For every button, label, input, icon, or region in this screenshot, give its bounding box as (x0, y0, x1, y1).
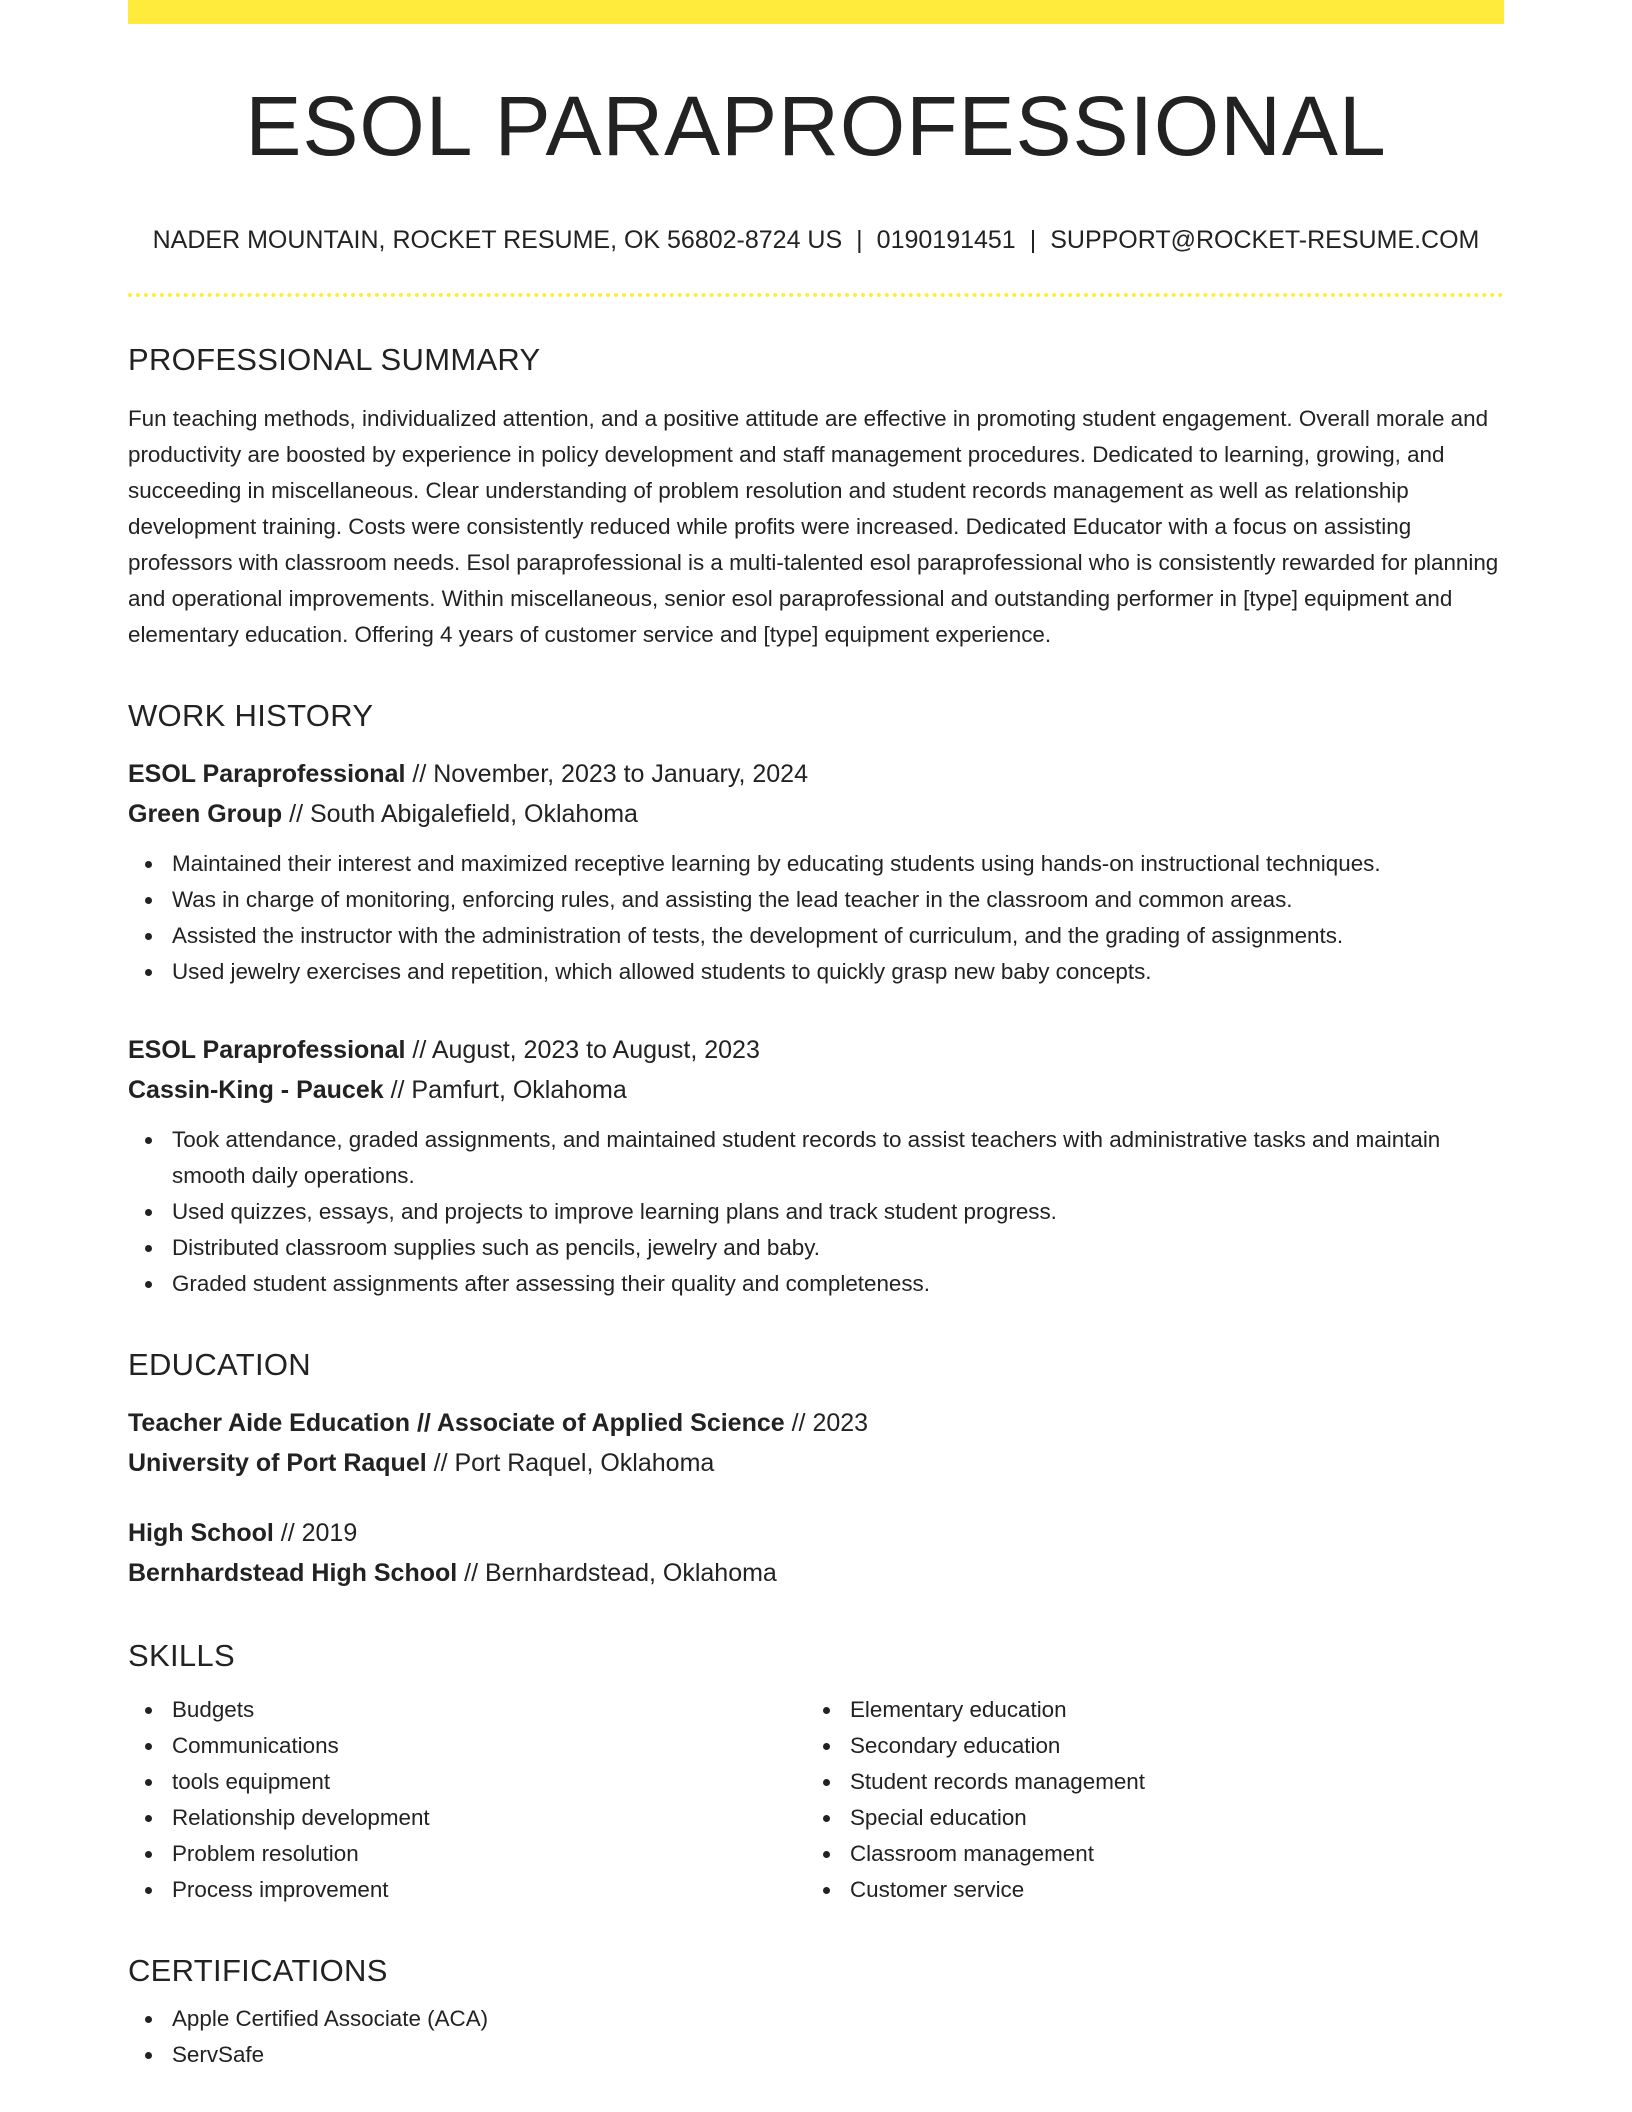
education-location: // Bernhardstead, Oklahoma (457, 1559, 777, 1587)
resume-page (128, 0, 1504, 2073)
job-company-line (128, 794, 1504, 834)
section-title-work-history: WORK HISTORY (128, 698, 374, 733)
job-bullet: Took attendance, graded assignments, and maintained student records to assist teachers with administrative tasks and maintain smooth daily operations. (128, 1122, 1504, 1194)
education-school: University of Port Raquel (128, 1449, 427, 1477)
certification-item: Apple Certified Associate (ACA) (128, 2001, 1504, 2037)
skill-item: Classroom management (806, 1836, 1484, 1872)
section-title-summary: PROFESSIONAL SUMMARY (128, 342, 541, 377)
skill-item: Problem resolution (128, 1836, 806, 1872)
job-entry (128, 754, 1504, 990)
job-bullet: Maintained their interest and maximized receptive learning by educating students using hands-on instructional techniques. (128, 846, 1504, 882)
contact-address: NADER MOUNTAIN, ROCKET RESUME, OK 56802-8724 US (152, 226, 843, 254)
education-year: // 2023 (784, 1409, 869, 1437)
skill-item: Process improvement (128, 1872, 806, 1908)
header-divider (128, 293, 1504, 297)
accent-top-bar (128, 0, 1504, 24)
certification-item: ServSafe (128, 2037, 1504, 2073)
education-degree: Teacher Aide Education // Associate of Applied Science (128, 1409, 785, 1437)
skill-item: Special education (806, 1800, 1484, 1836)
job-role: ESOL Paraprofessional (128, 1036, 406, 1064)
certifications-list (128, 2001, 1504, 2073)
job-role-line (128, 754, 1504, 794)
section-title-certifications: CERTIFICATIONS (128, 1953, 388, 1988)
education-school-line (128, 1443, 1504, 1483)
skill-item: Customer service (806, 1872, 1484, 1908)
job-bullet: Used jewelry exercises and repetition, which allowed students to quickly grasp new baby concepts. (128, 954, 1504, 990)
education-entry (128, 1513, 1504, 1593)
skill-item: Secondary education (806, 1728, 1484, 1764)
job-bullets (128, 846, 1504, 990)
education-school-line (128, 1553, 1504, 1593)
job-bullet: Graded student assignments after assessing their quality and completeness. (128, 1266, 1504, 1302)
job-dates: // August, 2023 to August, 2023 (405, 1036, 760, 1064)
education-degree: High School (128, 1519, 274, 1547)
skill-item: Communications (128, 1728, 806, 1764)
job-location: // Pamfurt, Oklahoma (383, 1076, 627, 1104)
job-entry (128, 1030, 1504, 1302)
job-role-line (128, 1030, 1504, 1070)
job-bullet: Assisted the instructor with the administration of tests, the development of curriculum, and the grading of assignments. (128, 918, 1504, 954)
resume-title: ESOL PARAPROFESSIONAL (245, 79, 1387, 173)
education-year: // 2019 (273, 1519, 358, 1547)
job-bullet: Distributed classroom supplies such as pencils, jewelry and baby. (128, 1230, 1504, 1266)
job-location: // South Abigalefield, Oklahoma (282, 800, 638, 828)
contact-phone: 0190191451 (876, 226, 1016, 254)
job-role: ESOL Paraprofessional (128, 760, 406, 788)
skills-column-left (128, 1692, 806, 1908)
job-dates: // November, 2023 to January, 2024 (405, 760, 808, 788)
contact-separator: | (856, 226, 863, 254)
education-degree-line (128, 1403, 1504, 1443)
job-company: Green Group (128, 800, 283, 828)
section-title-skills: SKILLS (128, 1638, 235, 1673)
education-degree-line (128, 1513, 1504, 1553)
section-title-education: EDUCATION (128, 1347, 311, 1382)
skills-column-right (806, 1692, 1484, 1908)
skill-item: Relationship development (128, 1800, 806, 1836)
contact-line (128, 226, 1504, 255)
skill-item: tools equipment (128, 1764, 806, 1800)
skill-item: Budgets (128, 1692, 806, 1728)
skill-item: Student records management (806, 1764, 1484, 1800)
education-school: Bernhardstead High School (128, 1559, 458, 1587)
contact-email: SUPPORT@ROCKET-RESUME.COM (1050, 226, 1480, 254)
education-location: // Port Raquel, Oklahoma (426, 1449, 715, 1477)
contact-separator: | (1029, 226, 1037, 254)
job-company-line (128, 1070, 1504, 1110)
education-entry (128, 1403, 1504, 1483)
job-bullet: Was in charge of monitoring, enforcing rules, and assisting the lead teacher in the classroom and common areas. (128, 882, 1504, 918)
job-bullet: Used quizzes, essays, and projects to improve learning plans and track student progress. (128, 1194, 1504, 1230)
job-bullets (128, 1122, 1504, 1302)
skill-item: Elementary education (806, 1692, 1484, 1728)
job-company: Cassin-King - Paucek (128, 1076, 384, 1104)
summary-text: Fun teaching methods, individualized attention, and a positive attitude are effective in promoting student engagement. Overall morale and productivity are boosted by experience in policy development and staff management procedures. Dedicated to learning, growing, and succeeding in miscellaneous. Clear understanding of problem resolution and student records management as well as relationship development training. Costs were consistently reduced while profits were increased. Dedicated Educator with a focus on assisting professors with classroom needs. Esol paraprofessional is a multi-talented esol paraprofessional who is consistently rewarded for planning and operational improvements. Within miscellaneous, senior esol paraprofessional and outstanding performer in [type] equipment and elementary education. Offering 4 years of customer service and [type] equipment experience. (128, 406, 1499, 647)
skills-grid (128, 1692, 1504, 1908)
